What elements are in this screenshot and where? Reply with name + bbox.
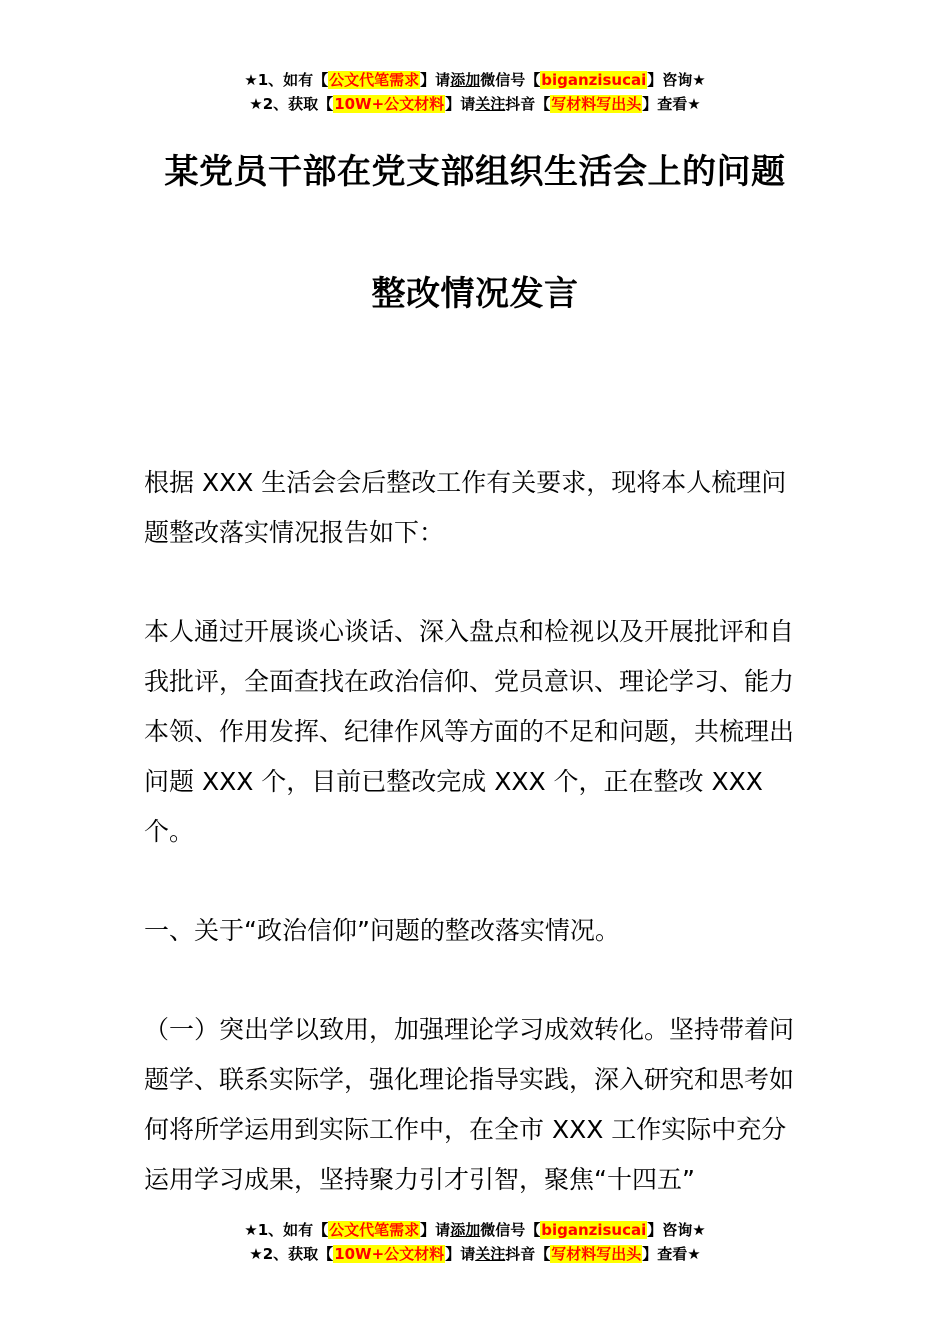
highlight-douyin-id: 写材料写出头: [551, 1245, 642, 1263]
notice-text: 抖音【: [505, 95, 551, 113]
paragraph-subsection-1: [144, 1005, 808, 1205]
notice-text: 】查看★: [642, 95, 701, 113]
paragraph-text: 本人通过开展谈心谈话、深入盘点和检视以及开展批评和自我批评，全面查找在政治信仰、党员意识、理论学习、能力本领、作用发挥、纪律作风等方面的不足和问题，共梳理出问题 XXX 个，目前已整改完成 XXX 个，正在整改 XXX 个。: [144, 617, 795, 846]
highlight-materials: 10W+公文材料: [334, 95, 445, 113]
underlined-text: 添加: [450, 71, 481, 89]
notice-text: 】咨询★: [647, 1221, 706, 1239]
notice-text: ★1、如有【: [244, 1221, 329, 1239]
notice-text: 】咨询★: [647, 71, 706, 89]
notice-text: ★2、获取【: [249, 95, 334, 113]
notice-text: 微信号【: [480, 1221, 541, 1239]
paragraph-text: 一、关于“政治信仰”问题的整改落实情况。: [144, 916, 620, 945]
document-title-line-1: 某党员干部在党支部组织生活会上的问题: [164, 152, 786, 192]
notice-text: 】请: [420, 1221, 451, 1239]
underlined-text: 关注: [475, 1245, 506, 1263]
underlined-text: 关注: [475, 95, 506, 113]
notice-text: 】请: [445, 1245, 476, 1263]
notice-line-1: [0, 68, 950, 92]
notice-text: 微信号【: [480, 71, 541, 89]
document-title-line-2: 整改情况发言: [371, 274, 579, 314]
highlight-douyin-id: 写材料写出头: [551, 95, 642, 113]
paragraph-text: （一）突出学以致用，加强理论学习成效转化。坚持带着问题学、联系实际学，强化理论指导实践，深入研究和思考如何将所学运用到实际工作中，在全市 XXX 工作实际中充分运用学习成果，坚持聚力引才引智，聚焦“十四五”: [144, 1015, 795, 1194]
highlight-service: 公文代笔需求: [329, 71, 420, 89]
highlight-wechat-id: biganzisucai: [541, 71, 647, 89]
notice-text: 】请: [445, 95, 476, 113]
footer-notice-banner: [0, 1218, 950, 1266]
section-heading-1: [144, 906, 808, 956]
notice-text: 】请: [420, 71, 451, 89]
notice-line-2: [0, 1242, 950, 1266]
notice-text: 抖音【: [505, 1245, 551, 1263]
highlight-wechat-id: biganzisucai: [541, 1221, 647, 1239]
underlined-text: 添加: [450, 1221, 481, 1239]
highlight-service: 公文代笔需求: [329, 1221, 420, 1239]
highlight-materials: 10W+公文材料: [334, 1245, 445, 1263]
notice-text: ★1、如有【: [244, 71, 329, 89]
notice-text: ★2、获取【: [249, 1245, 334, 1263]
header-notice-banner: [0, 68, 950, 116]
notice-line-2: [0, 92, 950, 116]
paragraph-text: 根据 XXX 生活会会后整改工作有关要求，现将本人梳理问题整改落实情况报告如下：: [144, 468, 787, 547]
paragraph-summary: [144, 607, 808, 857]
notice-line-1: [0, 1218, 950, 1242]
notice-text: 】查看★: [642, 1245, 701, 1263]
paragraph-intro: [144, 458, 808, 558]
